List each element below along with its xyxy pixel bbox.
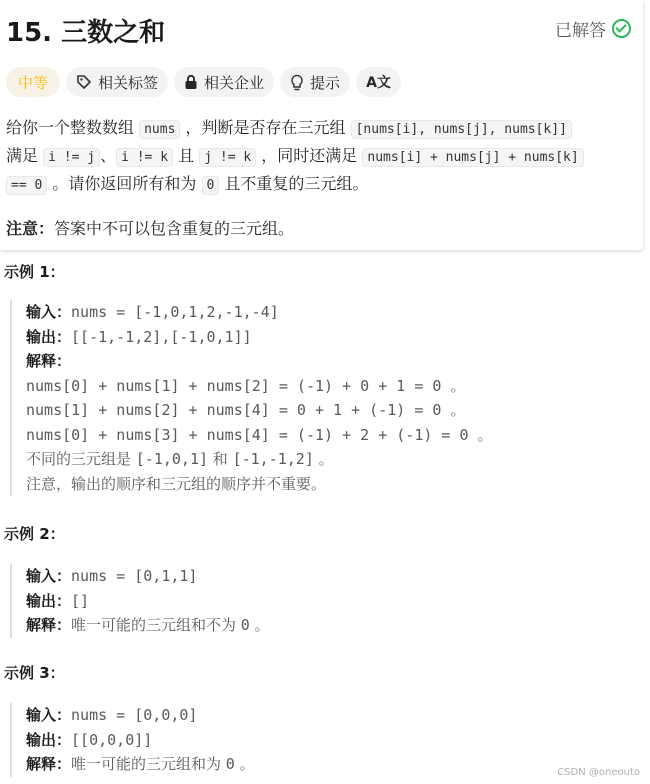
explain-text-part: 不同的三元组是 xyxy=(26,450,136,468)
related-tags-label: 相关标签 xyxy=(98,73,159,92)
example-3-title: 示例 3： xyxy=(4,664,65,682)
inline-code: nums[i] + nums[j] + nums[k] xyxy=(362,148,583,167)
problem-card xyxy=(0,0,643,250)
inline-code: i != j xyxy=(43,148,100,167)
explain-end: 。 xyxy=(249,616,270,634)
output-value: [] xyxy=(71,591,90,610)
inline-code: 0 xyxy=(202,176,220,195)
lock-icon xyxy=(184,74,198,90)
example-3-block xyxy=(10,703,650,777)
desc-text: ，同时还满足 xyxy=(256,146,363,165)
input-label: 输入： xyxy=(26,567,72,585)
tag-icon xyxy=(76,74,92,90)
desc-text: ，判断是否存在三元组 xyxy=(180,118,351,137)
explain-text: 唯一可能的三元组和为 xyxy=(71,755,226,773)
difficulty-label: 中等 xyxy=(18,73,49,92)
output-value: [[-1,-1,2],[-1,0,1]] xyxy=(71,327,252,346)
example-1-title: 示例 1： xyxy=(4,263,65,281)
inline-code: i != k xyxy=(116,148,173,167)
output-label: 输出： xyxy=(26,730,72,749)
tag-bar xyxy=(6,67,401,97)
related-tags-button[interactable] xyxy=(66,67,168,97)
note-text: 答案中不可以包含重复的三元组。 xyxy=(54,219,295,238)
related-companies-label: 相关企业 xyxy=(204,73,265,92)
check-circle-icon xyxy=(612,19,631,38)
output-value: [[0,0,0]] xyxy=(71,730,153,749)
desc-text: 、 xyxy=(100,146,117,165)
explain-label: 解释： xyxy=(26,616,72,634)
output-label: 输出： xyxy=(26,327,72,346)
explain-end: 。 xyxy=(234,755,255,773)
inline-code: == 0 xyxy=(6,176,47,195)
translate-button[interactable] xyxy=(356,67,401,97)
explain-line: nums[1] + nums[2] + nums[4] = 0 + 1 + (-1) = 0 。 xyxy=(26,401,466,419)
problem-title: 15. 三数之和 xyxy=(6,18,166,48)
explain-text-part: 和 xyxy=(208,450,233,468)
problem-description xyxy=(6,115,636,199)
hint-button[interactable] xyxy=(280,67,350,97)
related-companies-button[interactable] xyxy=(174,67,274,97)
output-label: 输出： xyxy=(26,591,72,610)
hint-label: 提示 xyxy=(310,73,341,92)
inline-code: [nums[i], nums[j], nums[k]] xyxy=(351,120,572,139)
inline-code: j != k xyxy=(199,148,256,167)
explain-line: nums[0] + nums[1] + nums[2] = (-1) + 0 + 1 = 0 。 xyxy=(26,376,466,395)
input-value: nums = [-1,0,1,2,-1,-4] xyxy=(71,303,279,321)
solved-label: 已解答 xyxy=(555,21,606,41)
example-2-block xyxy=(10,564,650,638)
translate-icon: A文 xyxy=(366,75,391,91)
explain-label: 解释： xyxy=(26,755,72,773)
desc-text: 且不重复的三元组。 xyxy=(219,174,369,193)
watermark: CSDN @oneouto xyxy=(557,767,640,778)
desc-text: 满足 xyxy=(6,146,44,165)
explain-text-part: 。 xyxy=(313,450,334,468)
triplet-value: [-1,-1,2] xyxy=(232,450,314,468)
desc-text: 给你一个整数数组 xyxy=(6,118,140,137)
explain-line: nums[0] + nums[3] + nums[4] = (-1) + 2 + (-1) = 0 。 xyxy=(26,425,493,444)
input-label: 输入： xyxy=(26,303,72,321)
explain-note: 注意，输出的顺序和三元组的顺序并不重要。 xyxy=(26,474,327,493)
inline-code: nums xyxy=(139,120,180,139)
difficulty-badge[interactable] xyxy=(6,67,60,97)
explain-label: 解释： xyxy=(26,352,72,370)
note-label: 注意： xyxy=(6,219,55,238)
input-label: 输入： xyxy=(26,706,72,724)
example-1-block xyxy=(10,300,650,496)
desc-text: 。请你返回所有和为 xyxy=(47,174,202,193)
note xyxy=(6,216,294,239)
desc-text: 且 xyxy=(173,146,200,165)
explain-text xyxy=(26,447,650,472)
explain-value: 0 xyxy=(225,755,235,773)
lightbulb-icon xyxy=(290,74,304,91)
triplet-value: [-1,0,1] xyxy=(135,450,209,468)
solved-status xyxy=(555,16,631,41)
example-2-title: 示例 2： xyxy=(4,525,65,543)
explain-value: 0 xyxy=(240,616,250,634)
explain-text: 唯一可能的三元组和不为 xyxy=(71,616,241,634)
input-value: nums = [0,0,0] xyxy=(71,706,198,724)
input-value: nums = [0,1,1] xyxy=(71,567,198,585)
